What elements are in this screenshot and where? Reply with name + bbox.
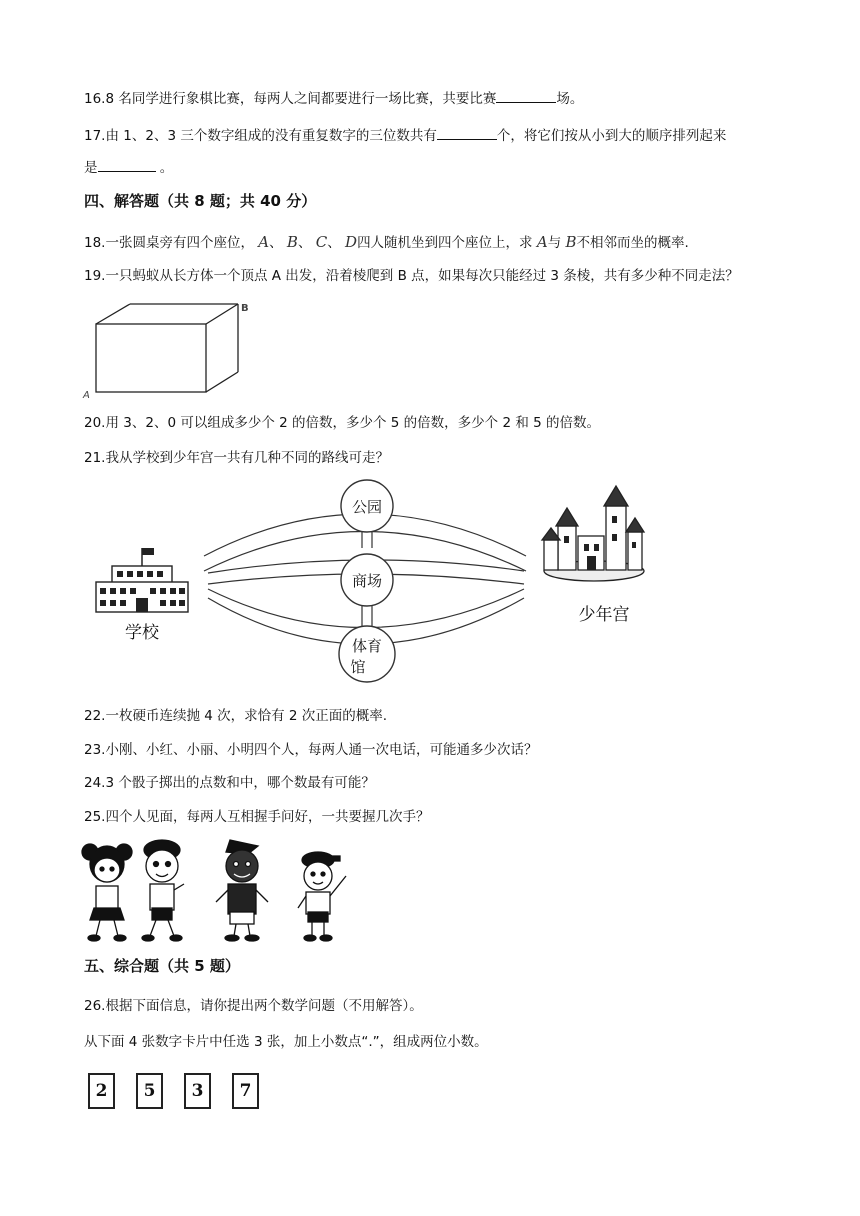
number-card: 3	[184, 1073, 211, 1109]
question-17-line2-prefix: 是	[84, 160, 98, 176]
answer-blank	[437, 125, 497, 140]
separator: 、	[327, 235, 341, 251]
question-20: 20.用 3、2、0 可以组成多少个 2 的倍数，多少个 5 的倍数，多少个 2 和 5 的倍数。	[84, 415, 601, 431]
castle-icon	[542, 486, 644, 581]
letter-b: B	[565, 233, 577, 251]
question-22: 22.一枚硬币连续抛 4 次，求恰有 2 次正面的概率.	[84, 708, 388, 724]
question-18-text: 18.一张圆桌旁有四个座位，	[84, 235, 254, 251]
question-19: 19.一只蚂蚁从长方体一个顶点 A 出发，沿着棱爬到 B 点，如果每次只能经过 3 条棱，共有多少种不同走法？	[84, 268, 739, 284]
child-icon	[216, 840, 268, 941]
question-25: 25.四个人见面，每两人互相握手问好，一共要握几次手？	[84, 809, 430, 825]
child-icon	[298, 852, 346, 941]
question-18	[84, 232, 689, 253]
question-23: 23.小刚、小红、小丽、小明四个人，每两人通一次电话，可能通多少次话？	[84, 742, 538, 758]
answer-blank	[496, 88, 556, 103]
conjunction: 与	[547, 235, 562, 251]
question-16	[84, 88, 583, 109]
gym-label-line2: 馆	[350, 658, 366, 676]
answer-blank	[98, 157, 156, 172]
vertex-label-a: A	[83, 390, 90, 401]
question-18-text-middle: 四人随机坐到四个座位上，求	[357, 235, 533, 251]
section-4-heading: 四、解答题（共 8 题；共 40 分）	[84, 192, 317, 210]
child-icon	[142, 840, 184, 941]
child-icon	[82, 844, 132, 941]
question-26-info: 从下面 4 张数字卡片中任选 3 张，加上小数点“.”，组成两位小数。	[84, 1034, 488, 1050]
cuboid-front-face	[96, 324, 206, 392]
gym-label-line1: 体育	[351, 637, 383, 655]
question-16-suffix: 场。	[556, 91, 584, 107]
letter-a: A	[258, 233, 270, 251]
cuboid-diagram	[80, 298, 260, 402]
question-16-text: 16.8 名同学进行象棋比赛，每两人之间都要进行一场比赛，共要比赛	[84, 91, 497, 107]
number-card: 5	[136, 1073, 163, 1109]
separator: 、	[269, 235, 283, 251]
question-17-text-continued: 个，将它们按从小到大的顺序排列起来	[496, 128, 727, 144]
four-children-illustration	[80, 836, 370, 946]
vertex-label-b: B	[241, 303, 249, 314]
number-card: 2	[88, 1073, 115, 1109]
mall-label: 商场	[351, 572, 383, 590]
question-24: 24.3 个骰子掷出的点数和中，哪个数最有可能？	[84, 775, 375, 791]
letter-d: D	[345, 233, 358, 251]
question-18-text-end: 不相邻而坐的概率.	[576, 235, 689, 251]
section-5-heading: 五、综合题（共 5 题）	[84, 957, 240, 975]
question-17-line2-suffix: 。	[155, 160, 174, 176]
school-label: 学校	[125, 623, 159, 643]
school-building-icon	[96, 548, 188, 612]
question-21: 21.我从学校到少年宫一共有几种不同的路线可走？	[84, 450, 389, 466]
route-diagram	[84, 476, 664, 686]
number-card: 7	[232, 1073, 259, 1109]
question-26: 26.根据下面信息，请你提出两个数学问题（不用解答）。	[84, 998, 423, 1014]
question-17	[84, 125, 726, 146]
palace-label: 少年宫	[578, 605, 630, 625]
letter-b: B	[286, 233, 298, 251]
park-label: 公园	[351, 498, 383, 516]
question-17-line2	[84, 157, 173, 178]
letter-c: C	[315, 233, 328, 251]
letter-a: A	[536, 233, 548, 251]
separator: 、	[297, 235, 312, 251]
question-17-text: 17.由 1、2、3 三个数字组成的没有重复数字的三位数共有	[84, 128, 437, 144]
